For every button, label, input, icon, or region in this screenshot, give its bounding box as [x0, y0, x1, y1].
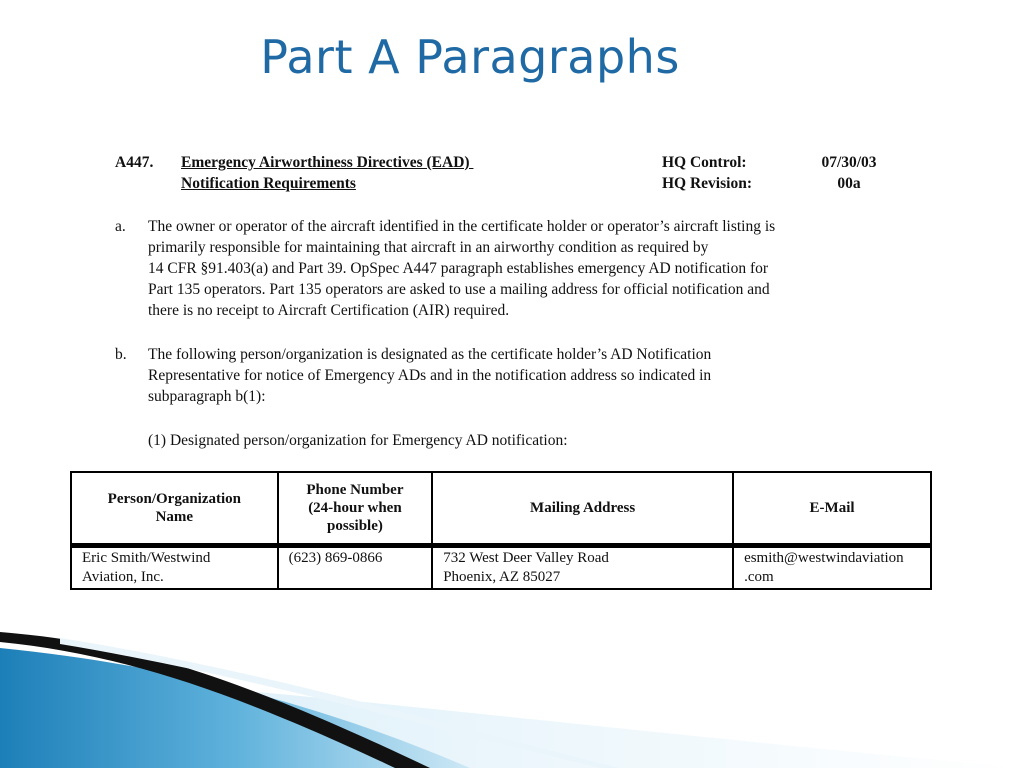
document-excerpt: [115, 152, 895, 449]
paragraph-number: A447.: [115, 154, 154, 171]
hq-revision-value: 00a: [837, 175, 861, 192]
column-header-line: E-Mail: [809, 500, 855, 516]
subparagraph-1: (1) Designated person/organization for Emergency AD notification:: [148, 432, 568, 449]
paragraph-a-line: The owner or operator of the aircraft identified in the certificate holder or operator’s aircraft listing is: [148, 218, 776, 235]
paragraph-title-line-1: Emergency Airworthiness Directives (EAD): [181, 154, 474, 171]
paragraph-a-line: Part 135 operators. Part 135 operators are asked to use a mailing address for official notification and: [148, 281, 770, 298]
column-header-person: [71, 472, 278, 546]
column-header-line: (24-hour when: [308, 500, 402, 516]
cell-line: .com: [744, 569, 774, 585]
ad-notification-table: [70, 471, 932, 590]
hq-revision-label: HQ Revision:: [662, 175, 752, 192]
column-header-line: Phone Number: [306, 482, 404, 498]
decorative-swoosh: [0, 628, 1024, 768]
slide-title: Part A Paragraphs: [260, 30, 680, 84]
paragraph-a-letter: a.: [115, 218, 126, 235]
cell-line: 732 West Deer Valley Road: [443, 550, 609, 566]
cell-line: (623) 869-0866: [288, 550, 383, 566]
cell-line: esmith@westwindaviation: [744, 550, 904, 566]
paragraph-b-letter: b.: [115, 346, 127, 363]
cell-name: [71, 546, 278, 590]
header-row-2: [115, 173, 895, 194]
hq-control-label: HQ Control:: [662, 154, 747, 171]
column-header-line: Person/Organization: [107, 491, 241, 507]
paragraph-b-line: subparagraph b(1):: [148, 388, 266, 405]
cell-line: Aviation, Inc.: [82, 569, 164, 585]
hq-control-value: 07/30/03: [821, 154, 877, 171]
cell-line: Eric Smith/Westwind: [82, 550, 211, 566]
column-header-line: Name: [155, 509, 194, 525]
table-row: [71, 546, 931, 590]
paragraph-title-line-2: Notification Requirements: [181, 175, 356, 192]
paragraph-a-line: there is no receipt to Aircraft Certification (AIR) required.: [148, 302, 510, 319]
column-header-phone: [278, 472, 433, 546]
column-header-line: Mailing Address: [530, 500, 636, 516]
cell-email: [733, 546, 931, 590]
column-header-address: [432, 472, 733, 546]
header-row-1: [115, 152, 895, 173]
paragraph-b-line: The following person/organization is designated as the certificate holder’s AD Notification: [148, 346, 712, 363]
paragraph-b-line: Representative for notice of Emergency ADs and in the notification address so indicated in: [148, 367, 712, 384]
column-header-line: possible): [327, 518, 383, 534]
cell-phone: [278, 546, 433, 590]
column-header-email: [733, 472, 931, 546]
table-header-row: [71, 472, 931, 546]
paragraph-a-line: primarily responsible for maintaining that aircraft in an airworthy condition as required by: [148, 239, 709, 256]
cell-line: Phoenix, AZ 85027: [443, 569, 561, 585]
paragraph-a-line: 14 CFR §91.403(a) and Part 39. OpSpec A447 paragraph establishes emergency AD notification for: [148, 260, 769, 277]
cell-address: [432, 546, 733, 590]
